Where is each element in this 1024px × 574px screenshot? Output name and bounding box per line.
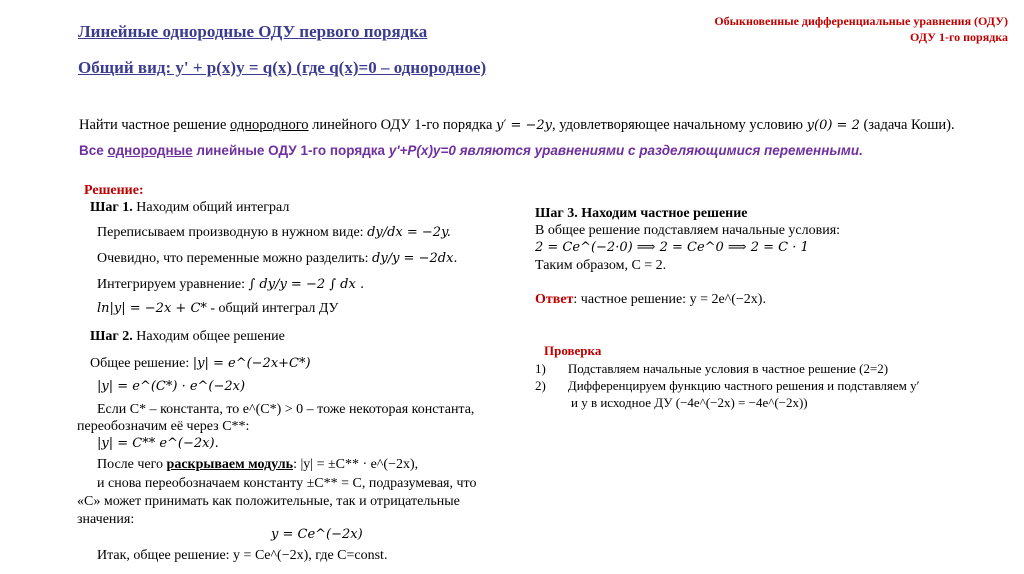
check-item-1: 1) Подставляем начальные условия в частное решение (2=2) [535,361,889,376]
step2-line3: Если C* – константа, то e^(C*) > 0 – тоже некоторая константа, [97,402,475,417]
general-form-heading: Общий вид: y' + p(x)y = q(x) (где q(x)=0 – однородное) [78,58,487,77]
step3-line2: 2 = Ce^(−2·0) ⟹ 2 = Ce^0 ⟹ 2 = C · 1 [535,240,809,255]
step2-line10: y = Ce^(−2x) [271,527,363,542]
step2-line2: |y| = e^(C*) · e^(−2x) [97,379,246,394]
step3-line3: Таким образом, C = 2. [535,258,667,273]
step1-heading: Шаг 1. Находим общий интеграл [90,200,290,215]
topic-line-1: Обыкновенные дифференциальные уравнения (ОДУ) [714,14,1008,28]
step3-heading: Шаг 3. Находим частное решение [535,206,748,221]
step3-line1: В общее решение подставляем начальные условия: [535,223,841,238]
check-heading: Проверка [544,343,602,358]
step2-line4: переобозначим её через C**: [77,419,250,434]
step1-line3: Интегрируем уравнение: ∫ dy/y = −2 ∫ dx . [97,277,365,292]
step2-line6: После чего раскрываем модуль: |y| = ±C** · e^(−2x), [97,457,419,472]
check-item-2-cont: и y в исходное ДУ (−4e^(−2x) = −4e^(−2x)) [571,395,808,410]
step1-line2: Очевидно, что переменные можно разделить: dy/y = −2dx. [97,251,458,266]
note-line: Все однородные линейные ОДУ 1-го порядка y'+P(x)y=0 являются уравнениями с разделяющимися переменными. [79,143,863,158]
step2-line8: «C» может принимать как положительные, так и отрицательные [77,494,460,509]
step2-heading: Шаг 2. Находим общее решение [90,329,285,344]
general-solution-line: Итак, общее решение: y = Ce^(−2x), где C=const. [97,548,388,563]
step2-line5: |y| = C** e^(−2x). [97,436,219,451]
step2-line9: значения: [77,512,135,527]
step1-line1: Переписываем производную в нужном виде: dy/dx = −2y. [97,225,451,240]
answer-line: Ответ: частное решение: y = 2e^(−2x). [535,292,766,307]
solution-heading: Решение: [84,183,144,198]
check-item-2: 2) Дифференцируем функцию частного решения и подставляем y′ [535,378,920,393]
step2-line7: и снова переобозначаем константу ±C** = C, подразумевая, что [97,476,477,491]
page-title: Линейные однородные ОДУ первого порядка [78,22,428,41]
step2-line1: Общее решение: |y| = e^(−2x+C*) [90,356,311,371]
task-statement: Найти частное решение однородного линейного ОДУ 1-го порядка y′ = −2y, удовлетворяющее начальному условию y(0) = 2 (задача Коши). [79,117,955,133]
step1-line4: ln|y| = −2x + C* - общий интеграл ДУ [97,301,339,316]
topic-line-2: ОДУ 1-го порядка [910,30,1008,44]
